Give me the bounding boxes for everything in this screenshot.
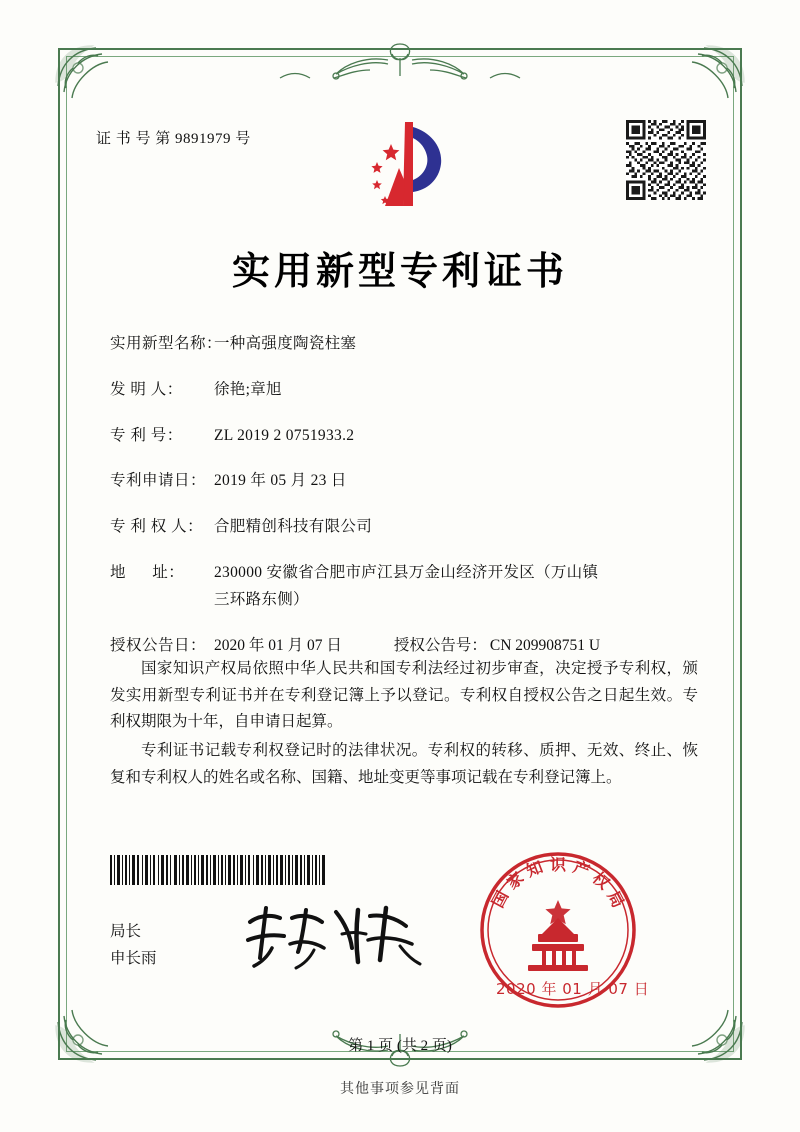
cnipa-logo-icon [355, 118, 451, 214]
svg-text:识: 识 [549, 855, 567, 874]
field-value: 一种高强度陶瓷柱塞 [214, 335, 357, 352]
barcode-icon [110, 855, 326, 885]
seal-date: 2020 年 01 月 07 日 [496, 980, 650, 998]
svg-text:国: 国 [488, 887, 513, 911]
legal-text [110, 656, 698, 793]
field-grant-announcement [110, 634, 710, 657]
page-title: 实用新型专利证书 [231, 248, 568, 293]
corner-ornament-icon [52, 42, 126, 116]
field-label: 专 利 权 人： [110, 518, 204, 535]
field-label: 实用新型名称： [110, 335, 223, 352]
field-inventor [110, 378, 710, 401]
field-value: 徐艳;章旭 [214, 380, 282, 398]
field-list [110, 332, 710, 680]
page-number: 第 1 页 (共 2 页) [348, 1038, 452, 1054]
field-value: 230000 安徽省合肥市庐江县万金山经济开发区（万山镇 [214, 563, 599, 581]
director-role-label: 局长 [110, 923, 142, 940]
field-utility-model-name [110, 332, 710, 355]
field-address [110, 561, 710, 612]
field-value-line2: 三环路东侧） [214, 591, 309, 608]
field-patent-number [110, 424, 710, 447]
grant-number-value: CN 209908751 U [489, 636, 601, 654]
back-side-note: 其他事项参见背面 [340, 1082, 460, 1097]
field-label: 专 利 号： [110, 426, 183, 444]
corner-ornament-icon [674, 42, 748, 116]
qr-code-icon [626, 120, 706, 200]
signature-labels [110, 918, 157, 972]
top-flourish-icon [250, 38, 550, 80]
svg-text:知: 知 [523, 857, 546, 881]
paragraph-1: 国家知识产权局依照中华人民共和国专利法经过初步审查，决定授予专利权，颁发实用新型专利证书并在专利登记簿上予以登记。专利权自授权公告之日起生效。专利权期限为十年，自申请日起算。 [110, 660, 698, 731]
svg-text:权: 权 [588, 868, 614, 893]
certificate-number: 证 书 号 第 9891979 号 [96, 131, 251, 147]
field-value-wrap [214, 561, 710, 612]
director-name-label: 申长雨 [110, 950, 157, 968]
svg-text:家: 家 [502, 868, 528, 893]
grant-number-label: 授权公告号： [393, 636, 487, 654]
grant-date-value: 2020 年 01 月 07 日 [214, 636, 342, 654]
paragraph-2: 专利证书记载专利权登记时的法律状况。专利权的转移、质押、无效、终止、恢复和专利权人的姓名或名称、国籍、地址变更等事项记载在专利登记簿上。 [110, 741, 698, 786]
field-label: 发 明 人： [110, 380, 183, 398]
grant-date-label: 授权公告日： [110, 636, 207, 654]
svg-text:产: 产 [570, 857, 593, 881]
field-value: ZL 2019 2 0751933.2 [214, 426, 355, 444]
handwritten-signature-icon [240, 900, 430, 972]
field-value: 合肥精创科技有限公司 [214, 518, 373, 535]
svg-text:局: 局 [603, 887, 628, 911]
field-value: 2019 年 05 月 23 日 [214, 472, 347, 490]
field-label: 地 址： [110, 563, 185, 581]
field-label: 专利申请日： [110, 472, 207, 490]
field-application-date [110, 469, 710, 492]
field-patentee [110, 515, 710, 538]
